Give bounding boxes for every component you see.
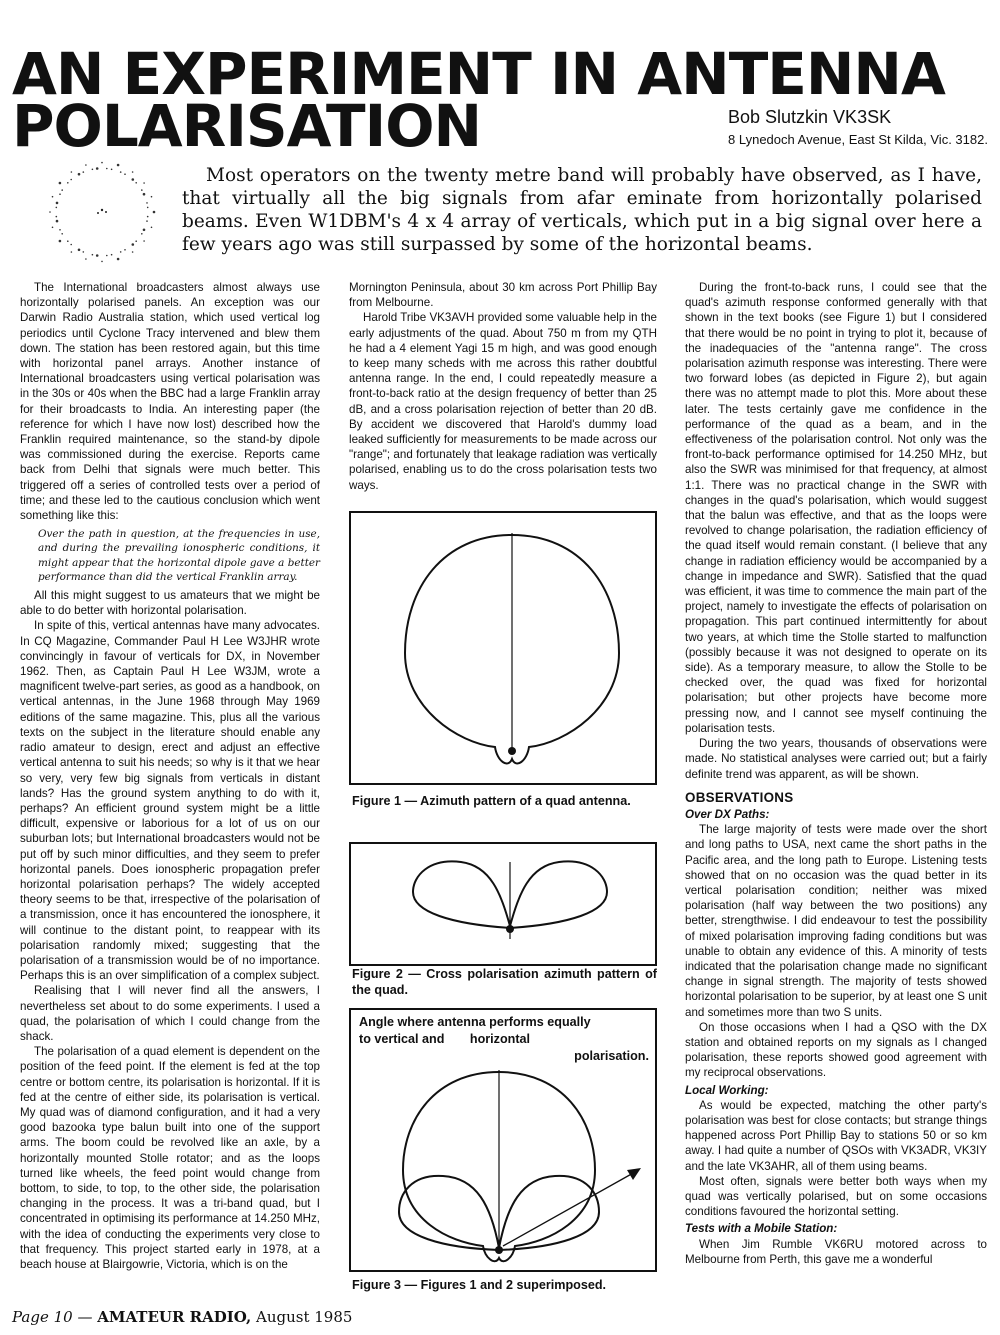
logo-dot: [151, 196, 153, 198]
paragraph: Harold Tribe VK3AVH provided some valuable help in the early adjustments of the quad. About 750 m from my QTH he had a 4 element Yagi 15 m high, and was good enough to keep many scheds with me across this rather doubtful antenna range. In the end, I could repeatedly measure a front-to-back ratio at the design frequency of better than 25 dB, and a cross polarisation rejection of better than 20 dB. By accident we discovered that Harold's dummy load leaked sufficiently for measurements to be made across our "range"; and fortunately that leakage radiation was vertically polarised, enabling us to do the cross polarisation tests two ways.: [349, 311, 657, 492]
logo-dot: [106, 168, 108, 170]
logo-dot: [135, 240, 137, 242]
logo-dot: [117, 164, 120, 167]
intro-paragraph: Most operators on the twenty metre band will probably have observed, as I have, that virtually all the big signals from afar eminate from horizontally polarised beams. Even W1DBM's 4 x 4 array of verticals, which put in a big signal over here a few years ago was still surpassed by some of the horizontal beams.: [182, 165, 982, 255]
logo-dot: [124, 173, 126, 175]
page-footer: [12, 1308, 352, 1326]
logo-dot: [71, 251, 73, 253]
column-3: [685, 280, 987, 1267]
logo-dot: [132, 251, 134, 253]
figure-1-caption: Figure 1 — Azimuth pattern of a quad antenna.: [352, 794, 631, 808]
logo-dot: [92, 254, 94, 256]
author-name: Bob Slutzkin VK3SK: [728, 107, 892, 127]
figure-3-superimposed-patterns: [349, 1008, 657, 1272]
logo-dot: [78, 173, 81, 176]
figure-3-label-line: to vertical and: [359, 1032, 445, 1046]
logo-dot: [101, 261, 103, 263]
author-address: 8 Lynedoch Avenue, East St Kilda, Vic. 3182.: [728, 132, 988, 147]
logo-dot: [132, 171, 134, 173]
figure-2-diagram: [351, 844, 655, 964]
logo-dot: [106, 255, 108, 257]
logo-dot: [143, 229, 146, 232]
logo-dot: [61, 189, 63, 191]
figure-3-label-line: horizontal: [469, 1032, 531, 1046]
logo-dot: [132, 243, 135, 246]
logo-dot: [85, 258, 87, 260]
column-2: [349, 280, 657, 493]
logo-dot: [141, 189, 143, 191]
logo-dot: [59, 193, 61, 195]
subheading-mobile-station: Tests with a Mobile Station:: [685, 1222, 838, 1236]
footer-page-number: Page 10 —: [12, 1308, 93, 1326]
figure-1-diagram: [351, 513, 655, 783]
paragraph: When Jim Rumble VK6RU motored across to Melbourne from Perth, this gave me a wonderful: [685, 1237, 987, 1266]
logo-dot: [141, 233, 143, 235]
figure-2-cross-polarisation-pattern: [349, 842, 657, 966]
logo-dot: [71, 171, 73, 173]
footer-date: August 1985: [256, 1308, 353, 1326]
logo-dot: [120, 171, 122, 173]
paragraph: During the two years, thousands of observations were made. No statistical analyses were carried out; but a fairly definite trend was apparent, as will be shown.: [685, 737, 987, 781]
logo-dot: [146, 202, 148, 204]
footer-magazine-name: AMATEUR RADIO,: [97, 1308, 252, 1326]
logo-dot: [85, 164, 87, 166]
logo-dot: [143, 240, 145, 242]
logo-dot: [101, 162, 103, 164]
section-heading-observations: OBSERVATIONS: [685, 789, 794, 805]
logo-dot: [78, 249, 81, 252]
logo-dot: [56, 202, 59, 205]
paragraph: Mornington Peninsula, about 30 km across Port Phillip Bay from Melbourne.: [349, 281, 657, 310]
logo-dot: [132, 178, 135, 181]
logo-dot: [70, 244, 72, 246]
figure-3-label-line: Angle where antenna performs equally: [359, 1015, 591, 1029]
logo-dot: [135, 182, 137, 184]
figure-3-label-line: polarisation.: [574, 1049, 649, 1063]
article-title-line-1: AN EXPERIMENT IN ANTENNA: [12, 40, 945, 108]
logo-dot: [96, 254, 99, 257]
figure-2-caption: Figure 2 — Cross polarisation azimuth pattern of the quad.: [352, 967, 657, 997]
logo-dot: [153, 211, 156, 214]
figure-1-azimuth-pattern: [349, 511, 657, 785]
paragraph: The large majority of tests were made over the short and long paths to USA, next came the short paths in the Pacific area, and the long path to Europe. Listening tests showed that on no occasion was the quad better in its vertical polarisation condition; neither was mixed polarisation (half way between the two positions) any better, strengthwise. I did endeavour to test the possibility of mixed polarisation improving fading conditions but was unable to obtain any evidence of this. A minority of tests indicated that the polarisation change made no significant change in signal strength. The majority of tests showed horizontal polarisation to be superior, by at least one S unit and sometimes more than two S units.: [685, 823, 987, 1019]
article-title-line-2: POLARISATION: [12, 92, 482, 160]
logo-dot: [56, 207, 58, 209]
logo-dot: [96, 167, 99, 170]
figure-3-caption: Figure 3 — Figures 1 and 2 superimposed.: [352, 1278, 607, 1292]
block-quote: Over the path in question, at the frequencies in use, and during the prevailing ionospheric conditions, it might appear that the horizontal dipole gave a better performance than did the vertical Franklin array.: [38, 528, 320, 583]
logo-dot: [49, 211, 51, 213]
logo-dot: [59, 182, 62, 185]
logo-dot: [59, 229, 61, 231]
logo-dot: [83, 251, 85, 253]
logo-dot: [111, 169, 113, 171]
paragraph: During the front-to-back runs, I could see that the quad's azimuth response conformed generally with that shown in the text books (see Figure 1) but I considered that there would be no point in trying to plot it, because of the inadequacies of the "antenna range". The cross polarisation azimuth response was interesting. There were two forward lobes (as depicted in Figure 2), but again there was no attempt made to plot this. More about these later. The tests certainly gave me confidence in the performance of the quad as a beam, and in the effectiveness of the polarisation control. Not only was the front-to-back performance optimised for 14.250 MHz, but also the SWR was minimised for that frequency, at almost 1:1. There was no practical change in the SWR with changes in the quad's polarisation, which would suggest that the balun was effective, and that as the loops were revolved to change polarisation, the radiation efficiency of the quad itself would remain constant. (I believe that any change in radiation efficiency would be accompanied by a change in impedance and SWR). Satisfied that the quad was efficient, it was time to commence the main part of the project, namely to investigate the effects of polarisation on propagation. This part continued intermittently for about two years, at which time the Stolle started to malfunction (possibly because it was not designed to operate on its side). As a temporary measure, to allow the Stolle to be checked over, the quad was fixed for horizontal polarisation; but other projects have become more pressing now, and I cannot see myself continuing the polarisation tests.: [685, 281, 987, 735]
logo-dot: [92, 169, 94, 171]
logo-dot: [120, 251, 122, 253]
paragraph: As would be expected, matching the other party's polarisation was best for close contacts; but strange things happened across Port Phillip Bay to stations 50 or so km away. I had quite a number of QSOs with VK3ADR, VK3IY and the late VK3AHR, all of them using beams.: [685, 1098, 987, 1173]
paragraph: Most often, signals were better both ways when my quad was vertically polarised, but on some occasions conditions favoured the horizontal setting.: [685, 1174, 987, 1219]
logo-dot: [52, 196, 54, 198]
logo-dot: [70, 179, 72, 181]
radiation-pattern-logo-icon: [40, 158, 170, 268]
logo-dot: [56, 220, 59, 223]
paragraph: All this might suggest to us amateurs that we might be able to do better with horizontal polarisation.: [20, 589, 320, 618]
logo-dot: [124, 249, 126, 251]
logo-dot: [83, 171, 85, 173]
figure-3-diagram: [351, 1010, 655, 1270]
logo-dot: [147, 207, 149, 209]
logo-dot: [67, 240, 69, 242]
logo-dot: [52, 227, 54, 229]
logo-dot: [146, 220, 148, 222]
logo-dot: [143, 182, 145, 184]
logo-dot: [59, 240, 62, 243]
logo-dot: [151, 227, 153, 229]
paragraph: The polarisation of a quad element is dependent on the position of the feed point. If the element is fed at the top centre or bottom centre, its polarisation is horizontal. If it is fed at the centre of either side, its polarisation is vertical. My quad was of diamond configuration, and it had a very good bazooka type balun built into one of the support arms. The boom could be revolved like an axle, by a horizontally mounted Stolle rotator; and as the loops turned like wheels, the feed point would change from bottom, to side, to top, to the other side, the polarisation changing in the process. It was a tri-band quad, but I concentrated in optimising its performance at 14.250 MHz, with the idea of conducting the experiments very close to that frequency. This project started early in 1978, at a beach house at Blairgowrie, Victoria, which is on the: [20, 1045, 320, 1271]
paragraph: On those occasions when I had a QSO with the DX station and obtained reports on my signals as I changed polarisation, these reports showed good agreement with my reciprocal observations.: [685, 1020, 987, 1080]
logo-dot: [147, 216, 149, 218]
logo-dot: [143, 193, 146, 196]
logo-dot: [67, 182, 69, 184]
subheading-local-working: Local Working:: [685, 1083, 769, 1097]
paragraph: Realising that I will never find all the answers, I nevertheless set about to do some experiments. I used a quad, the polarisation of which I could change from the shack.: [20, 984, 320, 1043]
logo-dot: [61, 233, 63, 235]
paragraph: In spite of this, vertical antennas have many advocates. In CQ Magazine, Commander Paul H Lee W3JHR wrote convincingly in favour of verticals for DX, in November 1962. Then, as Captain Paul H Lee W3JM, wrote a magnificent twelve-part series, as good as a handbook, on vertical antennas, in the June 1968 through May 1969 editions of the same magazine. This, plus all the various texts on the subject in the literature should enable any radio amateur to design, erect and adjust an effective vertical antenna to suit his needs; so why is it that we hear so very, very few big signals from verticals in distant lands? Has the ground system anything to do with it, perhaps? An efficient ground system might be a little difficult, expensive or laborious for a lot of us on our suburban lots; but International broadcasters would not be put off by such minor difficulties, and they seem to prefer horizontal panels. Does ionospheric propagation prefer horizontal polarisation perhaps? The widely accepted theory seems to be that, irrespective of the polarisation of a transmission, once it has encountered the ionosphere, it will continue to the distant point, to reappear with its polarisation randomly mixed; suggesting that the polarisation of a transmission would be of no importance. Perhaps this is an over simplification of a complex subject.: [20, 619, 320, 983]
column-1: [20, 280, 320, 1272]
logo-dot: [117, 258, 120, 261]
subheading-dx-paths: Over DX Paths:: [685, 807, 770, 821]
logo-dot: [111, 254, 113, 256]
paragraph: The International broadcasters almost always use horizontally polarised panels. An exception was our Darwin Radio Australia station, which used vertical log periodics until Cyclone Tracy intervened and blew them down. The station has been restored again, but this time with horizontal panel arrays. Another instance of International broadcasters using vertical polarisation was in the 30s or 40s when the BBC had a large Franklin array for their broadcasts to India. An interesting paper (the reference for which I have now lost) described how the Franklin required maintenance, so the stand-by dipole was commissioned during the exercise. Reports came back from Delhi that signals were much better. This triggered off a series of controlled tests over a period of time; and these led to the cautious conclusion which went something like this:: [20, 281, 320, 523]
logo-dot: [56, 216, 58, 218]
